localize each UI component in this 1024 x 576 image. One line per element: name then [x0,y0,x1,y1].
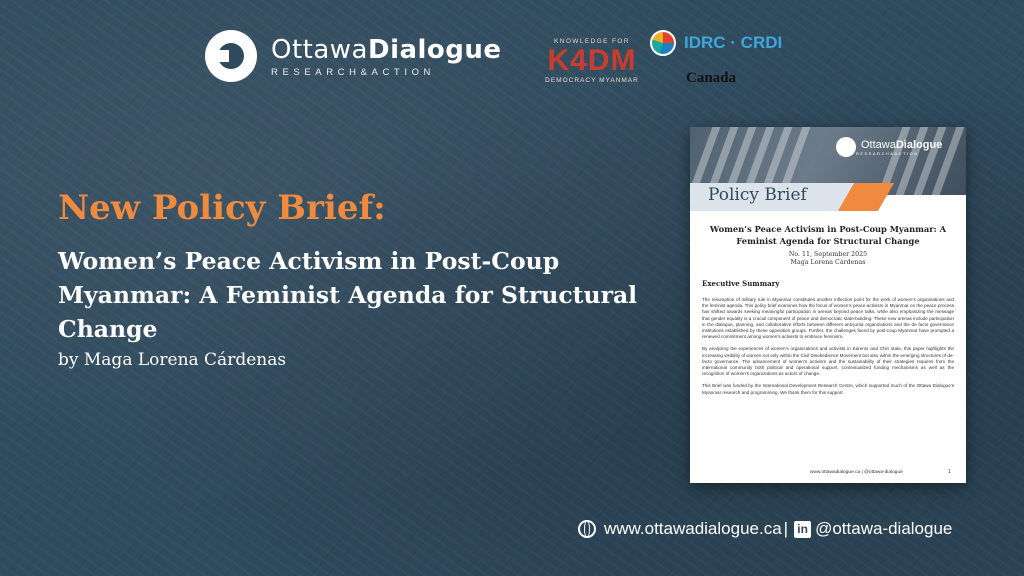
ottawa-dialogue-logo [205,30,502,82]
website-link[interactable]: www.ottawadialogue.ca [604,519,782,538]
executive-summary-heading: Executive Summary [702,279,780,288]
idrc-logo [650,30,782,56]
ottawa-dialogue-subtitle: RESEARCH&ACTION [271,66,436,78]
canada-wordmark [686,70,736,87]
policy-brief-document [690,127,966,483]
globe-icon [578,520,596,538]
summary-paragraph: By analyzing the experiences of women’s organizations and activists in Karenni and Chin state, this paper highlights the increasing visibility of women not only within the Civil Disobedience Movement but also within the emerging structures of de-facto governance. The advancement of women’s activism and the sustainability of their strategies requires from the international community both political and operational support, contextualized funding mechanisms as well as the recognition of women’s organizations as actors of change. [702,346,955,377]
author-line: by Maga Lorena Cárdenas [58,350,287,370]
document-logo-subtitle: RESEARCH&ACTION [856,150,919,156]
idrc-globe-icon [650,30,676,56]
ottawa-dialogue-logo-icon [205,30,257,82]
executive-summary-body [702,297,954,402]
headline: New Policy Brief: [58,188,386,228]
document-meta [700,251,956,267]
footer-contact [578,519,952,539]
document-logo: OttawaDialogue RESEARCH&ACTION [836,137,942,157]
brief-title: Women’s Peace Activism in Post-Coup Myanmar: A Feminist Agenda for Structural Change [58,247,638,343]
document-footer: www.ottawadialogue.ca | @ottawa-dialogue [810,470,903,475]
k4dm-top-text: KNOWLEDGE FOR [554,38,630,45]
linkedin-handle[interactable]: @ottawa-dialogue [815,519,953,538]
summary-paragraph: This Brief was funded by the International Development Research Centre, which supported much of the Ottawa Dialogue’s Myanmar research and programming. We thank them for this support. [702,383,954,395]
ottawa-dialogue-name: OttawaDialogue [271,34,502,65]
document-logo-icon [836,137,856,157]
linkedin-icon: in [794,521,811,538]
k4dm-main-text: K4DM [547,44,637,77]
summary-paragraph: The resumption of military rule in Myanmar constitutes another inflection point for the work of women’s organizations and the feminist agenda. This policy brief examines how the focus of women’s peace activism in Myanmar on the peace process has shifted towards seeking meaningful participation in arenas beyond peace talks, while also emphasizing the message that gender equality is a crucial component of peace and democratic state-building. These new arenas include participation in the dialogue, planning, and collaborative efforts between different anti-junta organizations and the de facto governance institutions established by these opposition groups. Further, the challenges faced by post-coup Myanmar have prompted a renewed commitment among women’s activists to embrace feminism. [702,297,954,340]
document-page-number: 1 [948,469,951,475]
idrc-text: IDRC · CRDI [684,33,783,52]
k4dm-logo [540,38,644,84]
footer-separator: | [783,519,789,538]
document-title: Women’s Peace Activism in Post-Coup Myanmar: A Feminist Agenda for Structural Change [709,224,947,246]
k4dm-bottom-text: DEMOCRACY MYANMAR [545,77,639,84]
document-number-date: No. 11, September 2025 [788,251,868,258]
document-author: Maga Lorena Cárdenas [790,259,866,266]
policy-brief-label: Policy Brief [708,185,807,205]
canada-text: Canada [686,70,737,86]
